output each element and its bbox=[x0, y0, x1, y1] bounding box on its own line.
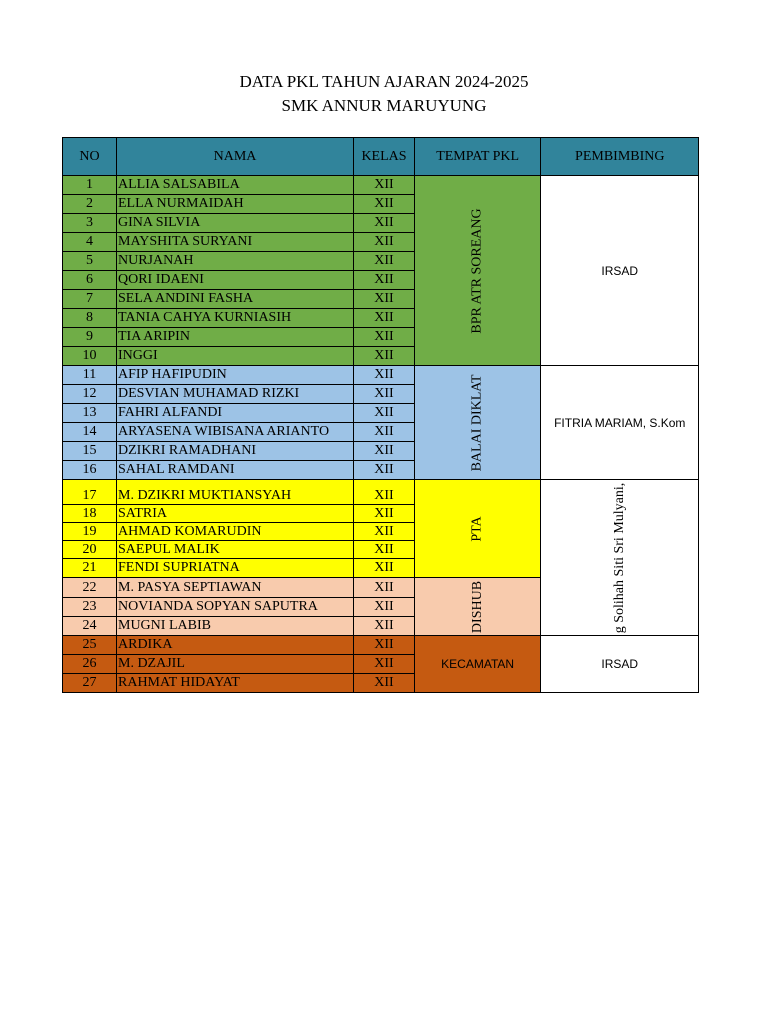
row-nama: INGGI bbox=[117, 347, 354, 366]
row-kelas: XII bbox=[354, 176, 415, 195]
row-no: 9 bbox=[63, 328, 117, 347]
row-nama: TIA ARIPIN bbox=[117, 328, 354, 347]
table-row bbox=[63, 636, 699, 655]
row-no: 13 bbox=[63, 404, 117, 423]
row-no: 19 bbox=[63, 523, 117, 541]
row-nama: MUGNI LABIB bbox=[117, 617, 354, 636]
pembimbing-cell: IRSAD bbox=[541, 636, 699, 693]
row-nama: FENDI SUPRIATNA bbox=[117, 559, 354, 578]
row-nama: RAHMAT HIDAYAT bbox=[117, 674, 354, 693]
row-nama: SAHAL RAMDANI bbox=[117, 461, 354, 480]
row-kelas: XII bbox=[354, 505, 415, 523]
row-kelas: XII bbox=[354, 309, 415, 328]
row-kelas: XII bbox=[354, 442, 415, 461]
row-nama: SAEPUL MALIK bbox=[117, 541, 354, 559]
row-no: 11 bbox=[63, 366, 117, 385]
row-kelas: XII bbox=[354, 655, 415, 674]
row-nama: SATRIA bbox=[117, 505, 354, 523]
tempat-dishub: DISHUB bbox=[469, 580, 485, 633]
row-nama: AFIP HAFIPUDIN bbox=[117, 366, 354, 385]
row-no: 2 bbox=[63, 195, 117, 214]
pembimbing-cell bbox=[541, 480, 699, 636]
row-kelas: XII bbox=[354, 271, 415, 290]
header-kelas: KELAS bbox=[354, 138, 415, 176]
row-no: 23 bbox=[63, 598, 117, 617]
row-no: 7 bbox=[63, 290, 117, 309]
row-nama: NURJANAH bbox=[117, 252, 354, 271]
row-kelas: XII bbox=[354, 523, 415, 541]
tempat-cell bbox=[415, 176, 541, 366]
row-nama: MAYSHITA SURYANI bbox=[117, 233, 354, 252]
row-nama: GINA SILVIA bbox=[117, 214, 354, 233]
row-nama: M. DZAJIL bbox=[117, 655, 354, 674]
row-kelas: XII bbox=[354, 541, 415, 559]
row-nama: ARDIKA bbox=[117, 636, 354, 655]
table-header-row bbox=[63, 138, 699, 176]
row-nama: AHMAD KOMARUDIN bbox=[117, 523, 354, 541]
row-kelas: XII bbox=[354, 328, 415, 347]
row-nama: ARYASENA WIBISANA ARIANTO bbox=[117, 423, 354, 442]
row-no: 14 bbox=[63, 423, 117, 442]
row-nama: NOVIANDA SOPYAN SAPUTRA bbox=[117, 598, 354, 617]
pembimbing-cell: IRSAD bbox=[541, 176, 699, 366]
row-no: 5 bbox=[63, 252, 117, 271]
row-kelas: XII bbox=[354, 347, 415, 366]
row-nama: SELA ANDINI FASHA bbox=[117, 290, 354, 309]
row-kelas: XII bbox=[354, 195, 415, 214]
pembimbing-vertical: g Solihah Siti Sri Mulyani, bbox=[611, 482, 627, 633]
row-kelas: XII bbox=[354, 423, 415, 442]
row-no: 8 bbox=[63, 309, 117, 328]
row-nama: ALLIA SALSABILA bbox=[117, 176, 354, 195]
row-nama: QORI IDAENI bbox=[117, 271, 354, 290]
row-no: 25 bbox=[63, 636, 117, 655]
row-kelas: XII bbox=[354, 461, 415, 480]
row-nama: M. PASYA SEPTIAWAN bbox=[117, 578, 354, 598]
pembimbing-cell: FITRIA MARIAM, S.Kom bbox=[541, 366, 699, 480]
row-kelas: XII bbox=[354, 290, 415, 309]
table-row bbox=[63, 480, 699, 505]
row-kelas: XII bbox=[354, 214, 415, 233]
row-kelas: XII bbox=[354, 636, 415, 655]
pembimbing-vertical-wrap bbox=[600, 480, 640, 635]
pkl-table bbox=[62, 137, 699, 693]
row-kelas: XII bbox=[354, 559, 415, 578]
row-no: 18 bbox=[63, 505, 117, 523]
header-no: NO bbox=[63, 138, 117, 176]
header-tempat: TEMPAT PKL bbox=[415, 138, 541, 176]
row-no: 22 bbox=[63, 578, 117, 598]
row-no: 4 bbox=[63, 233, 117, 252]
tempat-bpr: BPR ATR SOREANG bbox=[469, 207, 485, 334]
row-no: 24 bbox=[63, 617, 117, 636]
row-kelas: XII bbox=[354, 617, 415, 636]
row-no: 16 bbox=[63, 461, 117, 480]
header-nama: NAMA bbox=[117, 138, 354, 176]
row-no: 17 bbox=[63, 480, 117, 505]
table-row bbox=[63, 366, 699, 385]
row-nama: DZIKRI RAMADHANI bbox=[117, 442, 354, 461]
row-kelas: XII bbox=[354, 674, 415, 693]
row-no: 3 bbox=[63, 214, 117, 233]
row-kelas: XII bbox=[354, 366, 415, 385]
tempat-cell bbox=[415, 366, 541, 480]
tempat-cell bbox=[415, 578, 541, 636]
tempat-pta: PTA bbox=[469, 515, 485, 542]
row-nama: M. DZIKRI MUKTIANSYAH bbox=[117, 480, 354, 505]
row-kelas: XII bbox=[354, 598, 415, 617]
row-kelas: XII bbox=[354, 233, 415, 252]
table-row bbox=[63, 176, 699, 195]
row-kelas: XII bbox=[354, 252, 415, 271]
row-no: 15 bbox=[63, 442, 117, 461]
row-no: 27 bbox=[63, 674, 117, 693]
row-nama: DESVIAN MUHAMAD RIZKI bbox=[117, 385, 354, 404]
tempat-cell bbox=[415, 480, 541, 578]
row-kelas: XII bbox=[354, 578, 415, 598]
row-no: 10 bbox=[63, 347, 117, 366]
header-pembimbing: PEMBIMBING bbox=[541, 138, 699, 176]
row-no: 26 bbox=[63, 655, 117, 674]
tempat-kecamatan: KECAMATAN bbox=[415, 636, 541, 693]
row-kelas: XII bbox=[354, 404, 415, 423]
row-kelas: XII bbox=[354, 385, 415, 404]
document-subtitle: SMK ANNUR MARUYUNG bbox=[281, 96, 487, 115]
row-nama: ELLA NURMAIDAH bbox=[117, 195, 354, 214]
row-no: 12 bbox=[63, 385, 117, 404]
row-kelas: XII bbox=[354, 480, 415, 505]
tempat-balai: BALAI DIKLAT bbox=[469, 374, 485, 471]
document-title: DATA PKL TAHUN AJARAN 2024-2025 bbox=[239, 72, 529, 91]
row-nama: FAHRI ALFANDI bbox=[117, 404, 354, 423]
row-no: 21 bbox=[63, 559, 117, 578]
row-no: 6 bbox=[63, 271, 117, 290]
row-no: 1 bbox=[63, 176, 117, 195]
row-nama: TANIA CAHYA KURNIASIH bbox=[117, 309, 354, 328]
row-no: 20 bbox=[63, 541, 117, 559]
